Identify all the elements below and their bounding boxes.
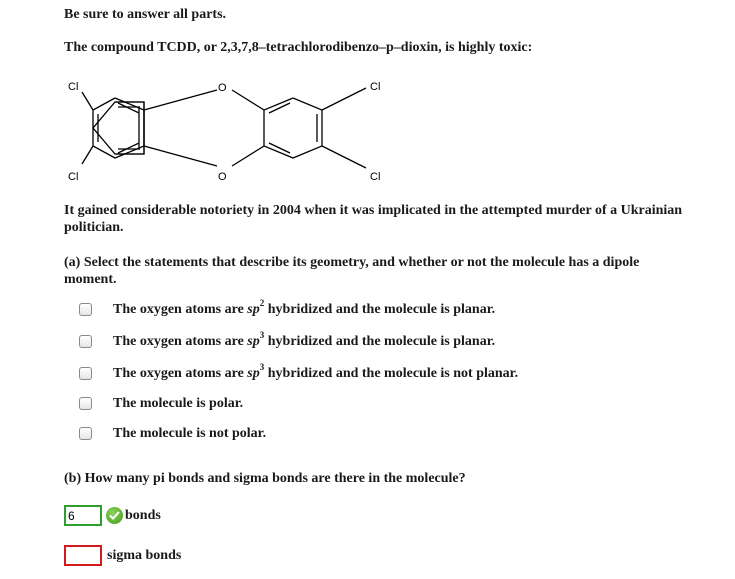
tcdd-structure-diagram xyxy=(60,76,400,186)
option-checkbox[interactable] xyxy=(79,427,92,440)
sigma-bonds-input[interactable] xyxy=(64,545,102,566)
o-label-bottom: O xyxy=(218,171,227,183)
part-a-question: (a) Select the statements that describe its geometry, and whether or not the molecule has a dipole moment. xyxy=(64,255,640,287)
option-checkbox[interactable] xyxy=(79,303,92,316)
context-text: It gained considerable notoriety in 2004 when it was implicated in the attempted murder of a Ukrainian politician. xyxy=(64,203,683,235)
pi-bonds-input[interactable] xyxy=(64,505,102,526)
cl-label-bottom-right: Cl xyxy=(370,171,381,183)
option-checkbox[interactable] xyxy=(79,367,92,380)
pi-bonds-label: bonds xyxy=(125,508,161,523)
option-label: The oxygen atoms are $sp^3$ hybridized and the molecule is not planar. xyxy=(113,362,519,381)
option-label: The oxygen atoms are $sp^2$ hybridized and the molecule is planar. xyxy=(113,298,496,317)
option-checkbox[interactable] xyxy=(79,335,92,348)
cl-label-top-left: Cl xyxy=(68,81,79,93)
right-hexagon xyxy=(264,98,322,158)
sigma-bonds-label: sigma bonds xyxy=(107,548,182,563)
option-label: The molecule is polar. xyxy=(113,396,244,411)
correct-check-icon xyxy=(106,507,123,524)
cl-label-top-right: Cl xyxy=(370,81,381,93)
left-ring-outline xyxy=(93,102,144,154)
option-label: The oxygen atoms are $sp^3$ hybridized and the molecule is planar. xyxy=(113,330,496,349)
option-label: The molecule is not polar. xyxy=(113,426,267,441)
cl-label-bottom-left: Cl xyxy=(68,171,79,183)
option-checkbox[interactable] xyxy=(79,397,92,410)
instruction-text: Be sure to answer all parts. xyxy=(64,7,227,22)
part-b-question: (b) How many pi bonds and sigma bonds are there in the molecule? xyxy=(64,471,466,486)
intro-text: The compound TCDD, or 2,3,7,8–tetrachlorodibenzo–p–dioxin, is highly toxic: xyxy=(64,40,533,55)
o-label-top: O xyxy=(218,82,227,94)
